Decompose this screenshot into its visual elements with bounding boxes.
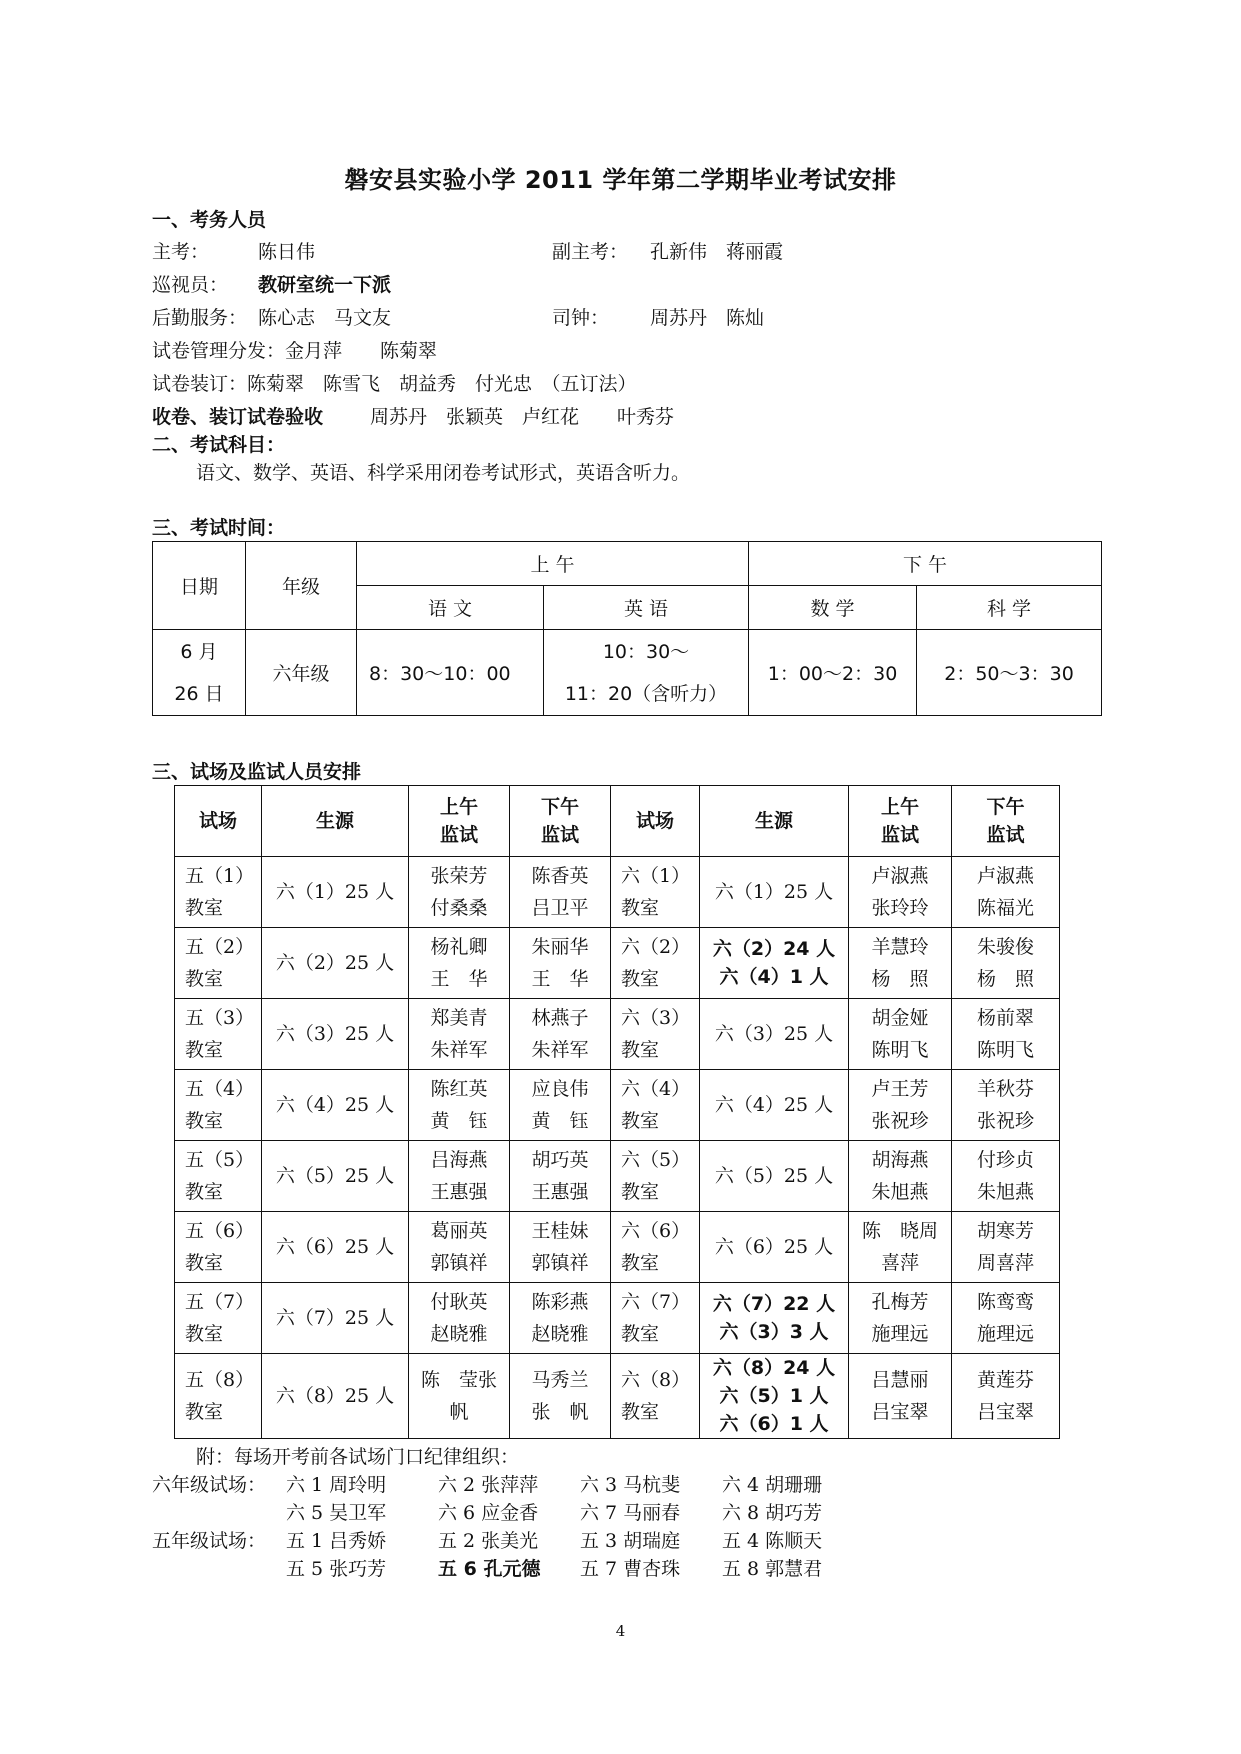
grade5-pm-invigilators-line: 胡巧英 — [531, 1149, 589, 1171]
grade5-am-invigilators-line: 陈红英 — [430, 1078, 488, 1100]
grade6-room-line: 教室 — [621, 1039, 660, 1061]
grade5-pm-invigilators-line: 王桂妹 — [531, 1220, 589, 1242]
grade6-pm-invigilators — [952, 928, 1060, 999]
grade5-source: 六（7）25 人 — [262, 1283, 409, 1354]
header-pm-label: 下午 — [540, 796, 579, 818]
grade6-room-line: 六（6） — [621, 1220, 691, 1242]
grade6-source — [700, 857, 849, 928]
grade6-pm-invigilators-line: 周喜萍 — [976, 1252, 1034, 1274]
grade6-am-invigilators — [849, 1070, 952, 1141]
time-science: 2：50～3：30 — [917, 630, 1102, 716]
grade6-am-invigilators-line: 吕慧丽 — [871, 1369, 929, 1391]
section4-heading: 三、试场及监试人员安排 — [152, 761, 362, 783]
grade6-pm-invigilators-line: 杨 照 — [976, 968, 1034, 990]
grade6-am-invigilators-line: 羊慧玲 — [871, 936, 929, 958]
bell-label: 司钟： — [552, 307, 610, 329]
header-source: 生源 — [262, 786, 409, 857]
header-am-invigilator — [409, 786, 510, 857]
room-invigilator-table — [174, 785, 1060, 1439]
grade5-am-invigilators — [409, 1212, 510, 1283]
grade5-source: 六（3）25 人 — [262, 999, 409, 1070]
header-am-sub: 监试 — [439, 824, 478, 846]
grade5-source: 六（8）25 人 — [262, 1354, 409, 1439]
grade6-room-line: 六（4） — [621, 1078, 691, 1100]
grade6-room-line: 教室 — [621, 1110, 660, 1132]
grade5-room-line: 五（7） — [185, 1291, 255, 1313]
subjects-text: 语文、数学、英语、科学采用闭卷考试形式，英语含听力。 — [196, 462, 691, 484]
grade5-room — [175, 1212, 262, 1283]
grade5-am-invigilators-line: 张荣芳 — [430, 865, 488, 887]
source-line: 六（5）1 人 — [719, 1385, 829, 1407]
grade6-pm-invigilators-line: 陈鸾鸾 — [976, 1291, 1034, 1313]
grade6-pm-invigilators — [952, 999, 1060, 1070]
bell-value: 周苏丹 陈灿 — [650, 307, 765, 329]
grade6-pm-invigilators-line: 施理远 — [976, 1323, 1034, 1345]
exam-time-table — [152, 541, 1102, 716]
header-pm-sub-2: 监试 — [986, 824, 1025, 846]
grade6-am-invigilators — [849, 1212, 952, 1283]
grade5-pm-invigilators-line: 朱丽华 — [531, 936, 589, 958]
grade6-label: 六年级试场： — [152, 1474, 267, 1496]
grade6-am-invigilators-line: 陈明飞 — [871, 1039, 929, 1061]
grade6-am-invigilators-line: 胡海燕 — [871, 1149, 929, 1171]
duty-item: 五 1 吕秀娇 — [286, 1530, 387, 1552]
source-line: 六（1）25 人 — [714, 881, 834, 903]
patrol-value: 教研室统一下派 — [258, 274, 392, 296]
grade5-am-invigilators — [409, 999, 510, 1070]
deputy-value: 孔新伟 蒋丽霞 — [650, 241, 784, 263]
grade6-pm-invigilators-line: 陈福光 — [976, 897, 1034, 919]
grade6-am-invigilators-line: 张祝珍 — [871, 1110, 929, 1132]
subject-math: 数 学 — [749, 586, 917, 630]
grade5-pm-invigilators — [510, 1212, 611, 1283]
grade5-room-line: 教室 — [185, 1110, 224, 1132]
grade5-pm-invigilators-line: 应良伟 — [531, 1078, 589, 1100]
grade6-pm-invigilators-line: 卢淑燕 — [976, 865, 1034, 887]
grade5-room-line: 教室 — [185, 1401, 224, 1423]
source-line: 六（4）1 人 — [719, 966, 829, 988]
grade6-pm-invigilators-line: 羊秋芬 — [976, 1078, 1034, 1100]
grade5-pm-invigilators — [510, 928, 611, 999]
source-line: 六（6）1 人 — [719, 1413, 829, 1435]
grade5-am-invigilators — [409, 1141, 510, 1212]
grade6-room — [611, 1070, 700, 1141]
header-room-2: 试场 — [611, 786, 700, 857]
header-pm-sub: 监试 — [540, 824, 579, 846]
afternoon-header: 下 午 — [749, 542, 1102, 586]
grade5-room-line: 教室 — [185, 1039, 224, 1061]
header-room: 试场 — [175, 786, 262, 857]
grade6-pm-invigilators-line: 付珍贞 — [976, 1149, 1034, 1171]
header-source-2: 生源 — [700, 786, 849, 857]
table-row — [175, 928, 1060, 999]
grade6-room-line: 教室 — [621, 897, 660, 919]
grade5-pm-invigilators-line: 王惠强 — [531, 1181, 589, 1203]
grade5-am-invigilators-line: 葛丽英 — [430, 1220, 488, 1242]
source-line: 六（5）25 人 — [714, 1165, 834, 1187]
source-line: 六（6）25 人 — [714, 1236, 834, 1258]
grade6-am-invigilators — [849, 999, 952, 1070]
grade5-source: 六（1）25 人 — [262, 857, 409, 928]
grade5-duty-row-1 — [152, 1526, 822, 1553]
grade6-pm-invigilators-line: 吕宝翠 — [976, 1401, 1034, 1423]
duty-item: 六 8 胡巧芳 — [722, 1502, 823, 1524]
duty-item: 五 6 孔元德 — [438, 1558, 541, 1580]
grade5-am-invigilators-line: 杨礼卿 — [430, 936, 488, 958]
grade5-pm-invigilators — [510, 857, 611, 928]
grade6-duty-row-2 — [152, 1498, 822, 1525]
grade5-source: 六（5）25 人 — [262, 1141, 409, 1212]
grade5-room — [175, 1354, 262, 1439]
grade6-source — [700, 928, 849, 999]
grade6-am-invigilators-line: 胡金娅 — [871, 1007, 929, 1029]
grade5-room-line: 教室 — [185, 1252, 224, 1274]
grade6-room-line: 六（7） — [621, 1291, 691, 1313]
time-english-start: 10：30～ — [602, 640, 690, 663]
time-english-end: 11：20（含听力） — [564, 682, 728, 705]
source-line: 六（7）22 人 — [712, 1293, 836, 1315]
header-am-invigilator-2 — [849, 786, 952, 857]
grade6-am-invigilators — [849, 857, 952, 928]
appendix-intro: 附：每场开考前各试场门口纪律组织： — [196, 1446, 520, 1468]
grade-header: 年级 — [246, 542, 357, 630]
grade5-room-line: 教室 — [185, 897, 224, 919]
grade6-pm-invigilators — [952, 1212, 1060, 1283]
duty-item: 五 5 张巧芳 — [286, 1558, 387, 1580]
duty-item: 五 4 陈顺天 — [722, 1530, 823, 1552]
grade5-am-invigilators-line: 付耿英 — [430, 1291, 488, 1313]
grade6-room — [611, 999, 700, 1070]
grade5-room — [175, 857, 262, 928]
time-math: 1：00～2：30 — [749, 630, 917, 716]
grade5-pm-invigilators — [510, 999, 611, 1070]
grade5-pm-invigilators — [510, 1354, 611, 1439]
grade6-pm-invigilators-line: 张祝珍 — [976, 1110, 1034, 1132]
grade5-room — [175, 999, 262, 1070]
grade6-am-invigilators — [849, 1283, 952, 1354]
duty-item: 六 6 应金香 — [438, 1502, 539, 1524]
exam-date-day: 26 日 — [174, 682, 224, 705]
grade6-room — [611, 1212, 700, 1283]
table-row — [175, 1141, 1060, 1212]
collect-label: 收卷、装订试卷验收 — [152, 406, 324, 428]
grade6-pm-invigilators-line: 黄莲芬 — [976, 1369, 1034, 1391]
section2-heading: 二、考试科目： — [152, 434, 286, 456]
duty-item: 六 2 张萍萍 — [438, 1474, 539, 1496]
grade5-source: 六（4）25 人 — [262, 1070, 409, 1141]
grade6-source — [700, 1212, 849, 1283]
grade5-pm-invigilators-line: 张 帆 — [531, 1401, 589, 1423]
grade5-room — [175, 1070, 262, 1141]
grade6-am-invigilators-line: 陈 晓周 — [861, 1220, 938, 1242]
grade5-pm-invigilators — [510, 1283, 611, 1354]
grade6-room — [611, 1141, 700, 1212]
grade5-room — [175, 1141, 262, 1212]
grade6-room-line: 六（5） — [621, 1149, 691, 1171]
collect-value: 周苏丹 张颖英 卢红花 叶秀芬 — [370, 406, 675, 428]
table-row — [175, 1354, 1060, 1439]
grade5-pm-invigilators — [510, 1070, 611, 1141]
grade6-am-invigilators — [849, 928, 952, 999]
grade5-room-line: 五（1） — [185, 865, 255, 887]
source-line: 六（3）3 人 — [719, 1321, 829, 1343]
duty-item: 六 4 胡珊珊 — [722, 1474, 823, 1496]
subject-chinese: 语 文 — [357, 586, 544, 630]
grade5-am-invigilators-line: 朱祥军 — [430, 1039, 488, 1061]
duty-item: 六 3 马杭斐 — [580, 1474, 681, 1496]
grade5-am-invigilators — [409, 857, 510, 928]
grade6-pm-invigilators — [952, 857, 1060, 928]
grade5-am-invigilators-line: 王 华 — [430, 968, 488, 990]
header-am-label-2: 上午 — [880, 796, 919, 818]
duty-item: 五 7 曹杏珠 — [580, 1558, 681, 1580]
grade5-duty-row-2 — [152, 1554, 822, 1581]
exam-date-month: 6 月 — [180, 640, 218, 663]
grade5-room-line: 教室 — [185, 1323, 224, 1345]
duty-item: 六 7 马丽春 — [580, 1502, 681, 1524]
table-row — [175, 1070, 1060, 1141]
grade5-pm-invigilators-line: 赵晓雅 — [531, 1323, 589, 1345]
grade6-room-line: 教室 — [621, 1401, 660, 1423]
header-pm-invigilator-2 — [952, 786, 1060, 857]
grade5-am-invigilators-line: 郑美青 — [430, 1007, 488, 1029]
grade5-room-line: 五（4） — [185, 1078, 255, 1100]
section3-heading: 三、考试时间： — [152, 517, 286, 539]
grade5-am-invigilators-line: 郭镇祥 — [430, 1252, 488, 1274]
grade6-room — [611, 857, 700, 928]
subject-science: 科 学 — [917, 586, 1102, 630]
table-row — [175, 857, 1060, 928]
section1-heading: 一、考务人员 — [152, 209, 267, 231]
header-am-sub-2: 监试 — [880, 824, 919, 846]
grade5-am-invigilators-line: 帆 — [449, 1401, 469, 1423]
grade6-room-line: 教室 — [621, 1252, 660, 1274]
grade6-room-line: 教室 — [621, 1181, 660, 1203]
grade6-am-invigilators-line: 杨 照 — [871, 968, 929, 990]
grade5-am-invigilators-line: 吕海燕 — [430, 1149, 488, 1171]
grade6-pm-invigilators — [952, 1070, 1060, 1141]
grade6-am-invigilators-line: 卢淑燕 — [871, 865, 929, 887]
grade5-room — [175, 928, 262, 999]
header-am-label: 上午 — [439, 796, 478, 818]
grade6-source — [700, 1070, 849, 1141]
exam-grade: 六年级 — [246, 630, 357, 716]
grade6-pm-invigilators-line: 朱骏俊 — [976, 936, 1034, 958]
grade6-room-line: 六（1） — [621, 865, 691, 887]
grade5-am-invigilators-line: 付桑桑 — [430, 897, 488, 919]
grade6-am-invigilators — [849, 1354, 952, 1439]
grade6-room-line: 教室 — [621, 968, 660, 990]
grade5-am-invigilators — [409, 1354, 510, 1439]
table-row — [175, 1212, 1060, 1283]
grade5-am-invigilators-line: 赵晓雅 — [430, 1323, 488, 1345]
grade6-room — [611, 1283, 700, 1354]
grade6-source — [700, 1354, 849, 1439]
grade5-am-invigilators — [409, 928, 510, 999]
grade5-room — [175, 1283, 262, 1354]
grade6-room — [611, 928, 700, 999]
grade6-am-invigilators-line: 卢王芳 — [871, 1078, 929, 1100]
duty-item: 六 1 周玲明 — [286, 1474, 387, 1496]
grade6-am-invigilators-line: 朱旭燕 — [871, 1181, 929, 1203]
grade5-am-invigilators-line: 黄 钰 — [430, 1110, 488, 1132]
time-english — [544, 630, 749, 716]
duty-item: 五 3 胡瑞庭 — [580, 1530, 681, 1552]
page-number: 4 — [615, 1622, 626, 1640]
paper-binding: 试卷装订：陈菊翠 陈雪飞 胡益秀 付光忠 （五订法） — [152, 373, 637, 395]
grade5-pm-invigilators-line: 黄 钰 — [531, 1110, 589, 1132]
grade5-pm-invigilators-line: 陈香英 — [531, 865, 589, 887]
grade5-am-invigilators — [409, 1070, 510, 1141]
grade6-room-line: 六（3） — [621, 1007, 691, 1029]
grade5-pm-invigilators-line: 陈彩燕 — [531, 1291, 589, 1313]
grade6-source — [700, 1283, 849, 1354]
grade5-room-line: 五（6） — [185, 1220, 255, 1242]
grade5-pm-invigilators-line: 郭镇祥 — [531, 1252, 589, 1274]
grade6-duty-row-1 — [152, 1470, 822, 1497]
grade6-pm-invigilators-line: 陈明飞 — [976, 1039, 1034, 1061]
duty-item: 五 8 郭慧君 — [722, 1558, 823, 1580]
grade5-room-line: 五（8） — [185, 1369, 255, 1391]
grade5-room-line: 五（3） — [185, 1007, 255, 1029]
grade5-room-line: 教室 — [185, 968, 224, 990]
table-row — [175, 1283, 1060, 1354]
grade5-am-invigilators-line: 王惠强 — [430, 1181, 488, 1203]
grade6-am-invigilators-line: 施理远 — [871, 1323, 929, 1345]
grade5-source: 六（6）25 人 — [262, 1212, 409, 1283]
grade5-am-invigilators-line: 陈 莹张 — [420, 1369, 497, 1391]
grade6-room — [611, 1354, 700, 1439]
duty-item: 五 2 张美光 — [438, 1530, 539, 1552]
morning-header: 上 午 — [357, 542, 749, 586]
header-pm-invigilator — [510, 786, 611, 857]
grade5-am-invigilators — [409, 1283, 510, 1354]
source-line: 六（2）24 人 — [712, 938, 836, 960]
time-chinese: 8：30～10：00 — [357, 630, 544, 716]
grade6-pm-invigilators — [952, 1141, 1060, 1212]
grade5-room-line: 教室 — [185, 1181, 224, 1203]
source-line: 六（8）24 人 — [712, 1357, 836, 1379]
exam-date — [153, 630, 246, 716]
grade6-am-invigilators — [849, 1141, 952, 1212]
header-pm-label-2: 下午 — [986, 796, 1025, 818]
grade6-source — [700, 1141, 849, 1212]
document-title: 磐安县实验小学 2011 学年第二学期毕业考试安排 — [344, 166, 897, 194]
grade5-room-line: 五（5） — [185, 1149, 255, 1171]
grade6-pm-invigilators-line: 胡寒芳 — [976, 1220, 1034, 1242]
grade5-pm-invigilators-line: 朱祥军 — [531, 1039, 589, 1061]
source-line: 六（4）25 人 — [714, 1094, 834, 1116]
grade5-pm-invigilators-line: 王 华 — [531, 968, 589, 990]
grade6-pm-invigilators — [952, 1283, 1060, 1354]
grade6-am-invigilators-line: 吕宝翠 — [871, 1401, 929, 1423]
grade6-am-invigilators-line: 张玲玲 — [871, 897, 929, 919]
grade6-am-invigilators-line: 喜萍 — [880, 1252, 919, 1274]
logistics-value: 陈心志 马文友 — [258, 307, 392, 329]
grade5-pm-invigilators — [510, 1141, 611, 1212]
grade6-room-line: 教室 — [621, 1323, 660, 1345]
deputy-label: 副主考： — [552, 241, 629, 263]
grade6-room-line: 六（2） — [621, 936, 691, 958]
table-row — [175, 999, 1060, 1070]
grade6-am-invigilators-line: 孔梅芳 — [871, 1291, 929, 1313]
grade6-source — [700, 999, 849, 1070]
grade6-pm-invigilators-line: 杨前翠 — [976, 1007, 1034, 1029]
grade5-room-line: 五（2） — [185, 936, 255, 958]
grade5-label: 五年级试场： — [152, 1530, 267, 1552]
grade6-room-line: 六（8） — [621, 1369, 691, 1391]
chief-label: 主考： — [152, 241, 210, 263]
subject-english: 英 语 — [544, 586, 749, 630]
date-header: 日期 — [153, 542, 246, 630]
grade5-source: 六（2）25 人 — [262, 928, 409, 999]
grade5-pm-invigilators-line: 马秀兰 — [531, 1369, 589, 1391]
source-line: 六（3）25 人 — [714, 1023, 834, 1045]
grade5-pm-invigilators-line: 林燕子 — [531, 1007, 589, 1029]
paper-distribution: 试卷管理分发：金月萍 陈菊翠 — [152, 340, 438, 362]
logistics-label: 后勤服务： — [152, 307, 248, 329]
grade6-pm-invigilators-line: 朱旭燕 — [976, 1181, 1034, 1203]
duty-item: 六 5 吴卫军 — [286, 1502, 387, 1524]
chief-value: 陈日伟 — [258, 241, 316, 263]
grade5-pm-invigilators-line: 吕卫平 — [531, 897, 589, 919]
patrol-label: 巡视员： — [152, 274, 229, 296]
grade6-pm-invigilators — [952, 1354, 1060, 1439]
